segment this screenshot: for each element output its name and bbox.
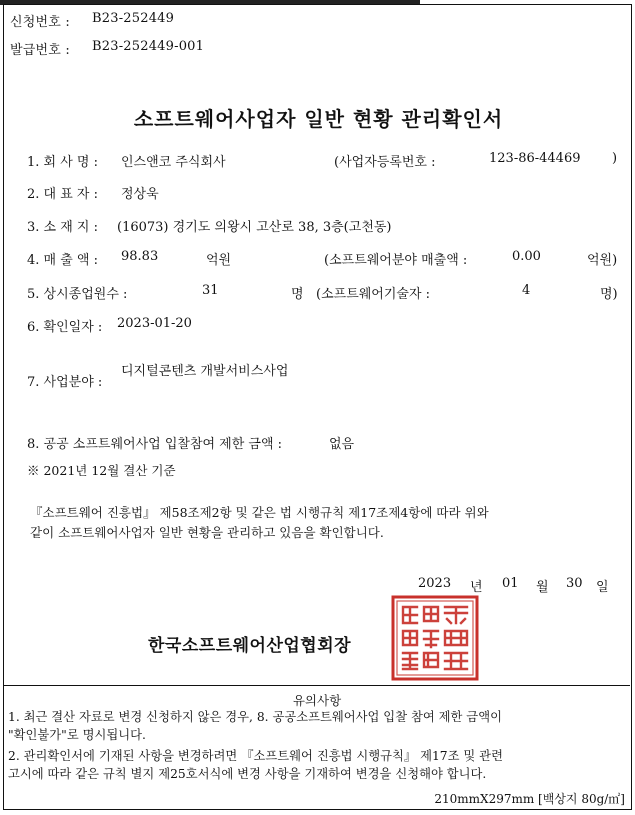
sw-sales-label: (소프트웨어분야 매출액 : (324, 253, 468, 268)
notice-item2-line1: 2. 관리확인서에 기재된 사항을 변경하려면 『소프트웨어 진흥법 시행규칙』 제17조 및 관련 (8, 749, 503, 763)
business-field-label: 7. 사업분야 : (27, 375, 103, 390)
issue-no-label: 발급번호 : (10, 43, 70, 58)
date-month-unit: 월 (536, 580, 549, 595)
application-no-value: B23-252449 (92, 11, 175, 26)
official-seal-stamp (391, 595, 479, 681)
employees-value: 31 (202, 283, 219, 298)
paper-spec-footer: 210mmX297mm [백상지 80g/㎡] (434, 792, 625, 806)
notice-divider (4, 685, 630, 686)
sales-unit: 억원 (206, 253, 232, 268)
sw-sales-unit: 억원) (587, 253, 618, 268)
notice-item1-line1: 1. 최근 결산 자료로 변경 신청하지 않은 경우, 8. 공공소프트웨어사업 입찰 참여 제한 금액이 (8, 710, 502, 724)
restriction-label: 8. 공공 소프트웨어사업 입찰참여 제한 금액 : (27, 437, 283, 452)
application-no-label: 신청번호 : (10, 15, 70, 30)
date-year: 2023 (418, 576, 452, 591)
confirmation-statement-line1: 『소프트웨어 진흥법』 제58조제2항 및 같은 법 시행규칙 제17조제4항에 따라 위와 (30, 505, 489, 520)
sw-sales-value: 0.00 (512, 249, 541, 264)
restriction-value: 없음 (329, 437, 355, 452)
notice-item2-line2: 고시에 따라 같은 규칙 별지 제25호서식에 변경 사항을 기재하여 변경을 신청해야 합니다. (8, 767, 487, 781)
issuer-name: 한국소프트웨어산업협회장 (148, 636, 352, 656)
notice-title: 유의사항 (292, 693, 342, 708)
employees-unit: 명 (291, 287, 304, 302)
date-day: 30 (566, 576, 583, 591)
ceo-label: 2. 대 표 자 : (27, 187, 98, 202)
confirmation-statement-line2: 같이 소프트웨어사업자 일반 현황을 관리하고 있음을 확인합니다. (30, 525, 384, 540)
sw-tech-value: 4 (522, 283, 531, 298)
confirm-date-value: 2023-01-20 (117, 316, 192, 331)
company-label: 1. 회 사 명 : (27, 155, 98, 170)
business-reg-value: 123-86-44469 (489, 151, 581, 166)
employees-label: 5. 상시종업원수 : (27, 287, 128, 302)
ceo-value: 정상욱 (121, 187, 159, 202)
address-value: (16073) 경기도 의왕시 고산로 38, 3층(고천동) (117, 220, 392, 235)
business-field-value: 디지털콘텐츠 개발서비스사업 (121, 364, 289, 379)
date-month: 01 (502, 576, 519, 591)
certificate-document (3, 4, 632, 810)
sw-tech-label: (소프트웨어기술자 : (316, 287, 431, 302)
business-reg-close: ) (612, 151, 618, 166)
issue-no-value: B23-252449-001 (92, 39, 205, 54)
notice-item1-line2: "확인불가"로 명시됩니다. (8, 728, 146, 742)
address-label: 3. 소 재 지 : (27, 220, 98, 235)
document-title: 소프트웨어사업자 일반 현황 관리확인서 (133, 107, 504, 131)
date-year-unit: 년 (470, 580, 483, 595)
sales-label: 4. 매 출 액 : (27, 253, 98, 268)
confirm-date-label: 6. 확인일자 : (27, 320, 103, 335)
date-day-unit: 일 (596, 580, 609, 595)
sales-value: 98.83 (121, 249, 159, 264)
company-value: 인스앤코 주식회사 (121, 155, 226, 170)
settlement-basis-note: ※ 2021년 12월 결산 기준 (27, 463, 176, 478)
business-reg-label: (사업자등록번호 : (334, 155, 436, 170)
sw-tech-unit: 명) (600, 287, 618, 302)
